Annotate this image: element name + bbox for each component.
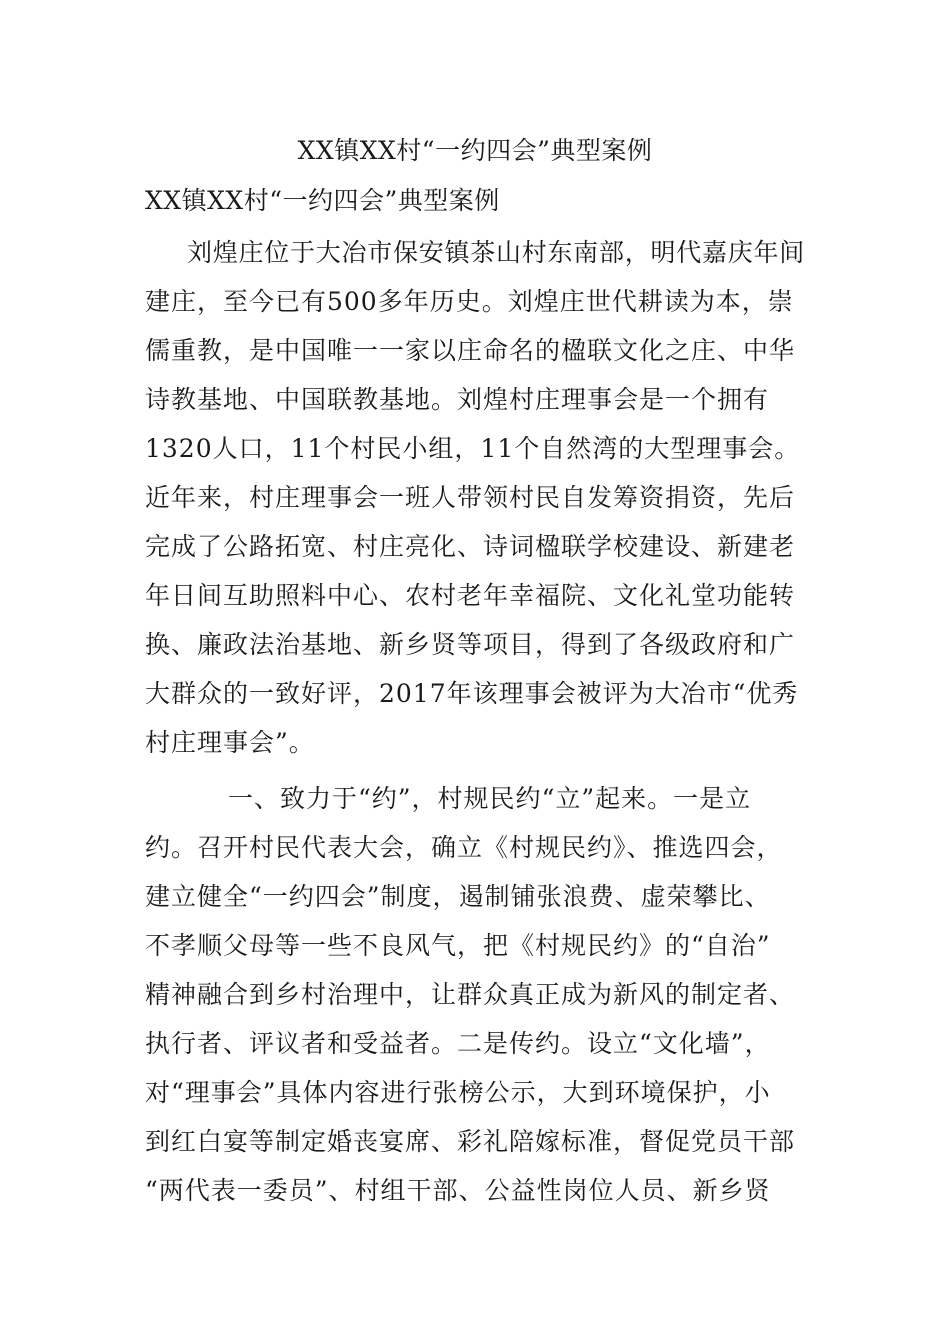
paragraph-line: 到红白宴等制定婚丧宴席、彩礼陪嫁标准，督促党员干部 <box>145 1127 796 1156</box>
paragraph-line: 村庄理事会”。 <box>145 728 315 757</box>
document-title: XX镇XX村“一约四会”典型案例 <box>297 136 653 165</box>
paragraph-line: 儒重教，是中国唯一一家以庄命名的楹联文化之庄、中华 <box>145 336 796 365</box>
paragraph-line: 建立健全“一约四会”制度，遏制铺张浪费、虚荣攀比、 <box>145 882 771 911</box>
document-subtitle: XX镇XX村“一约四会”典型案例 <box>145 186 500 215</box>
paragraph-line: 执行者、评议者和受益者。二是传约。设立“文化墙”， <box>145 1029 771 1058</box>
paragraph-line: “两代表一委员”、村组干部、公益性岗位人员、新乡贤 <box>145 1176 771 1205</box>
paragraph-line: 换、廉政法治基地、新乡贤等项目，得到了各级政府和广 <box>145 630 796 659</box>
paragraph-line: 年日间互助照料中心、农村老年幸福院、文化礼堂功能转 <box>145 581 796 610</box>
paragraph-line: 建庄，至今已有500多年历史。刘煌庄世代耕读为本，崇 <box>145 287 794 316</box>
paragraph-line: 诗教基地、中国联教基地。刘煌村庄理事会是一个拥有 <box>145 385 770 414</box>
paragraph-line: 对“理事会”具体内容进行张榜公示，大到环境保护，小 <box>145 1078 771 1107</box>
paragraph-line: 1320人口，11个村民小组，11个自然湾的大型理事会。 <box>145 434 801 463</box>
paragraph-line: 不孝顺父母等一些不良风气，把《村规民约》的“自治” <box>145 931 771 960</box>
paragraph-line: 近年来，村庄理事会一班人带领村民自发筹资捐资，先后 <box>145 483 796 512</box>
paragraph-line: 大群众的一致好评，2017年该理事会被评为大冶市“优秀 <box>145 679 799 708</box>
paragraph-line: 约。召开村民代表大会，确立《村规民约》、推选四会， <box>145 833 783 862</box>
paragraph-line: 完成了公路拓宽、村庄亮化、诗词楹联学校建设、新建老 <box>145 532 796 561</box>
paragraph-line: 刘煌庄位于大冶市保安镇茶山村东南部，明代嘉庆年间 <box>187 238 806 267</box>
paragraph-line: 一、致力于“约”，村规民约“立”起来。一是立 <box>228 784 752 813</box>
paragraph-line: 精神融合到乡村治理中，让群众真正成为新风的制定者、 <box>145 980 796 1009</box>
